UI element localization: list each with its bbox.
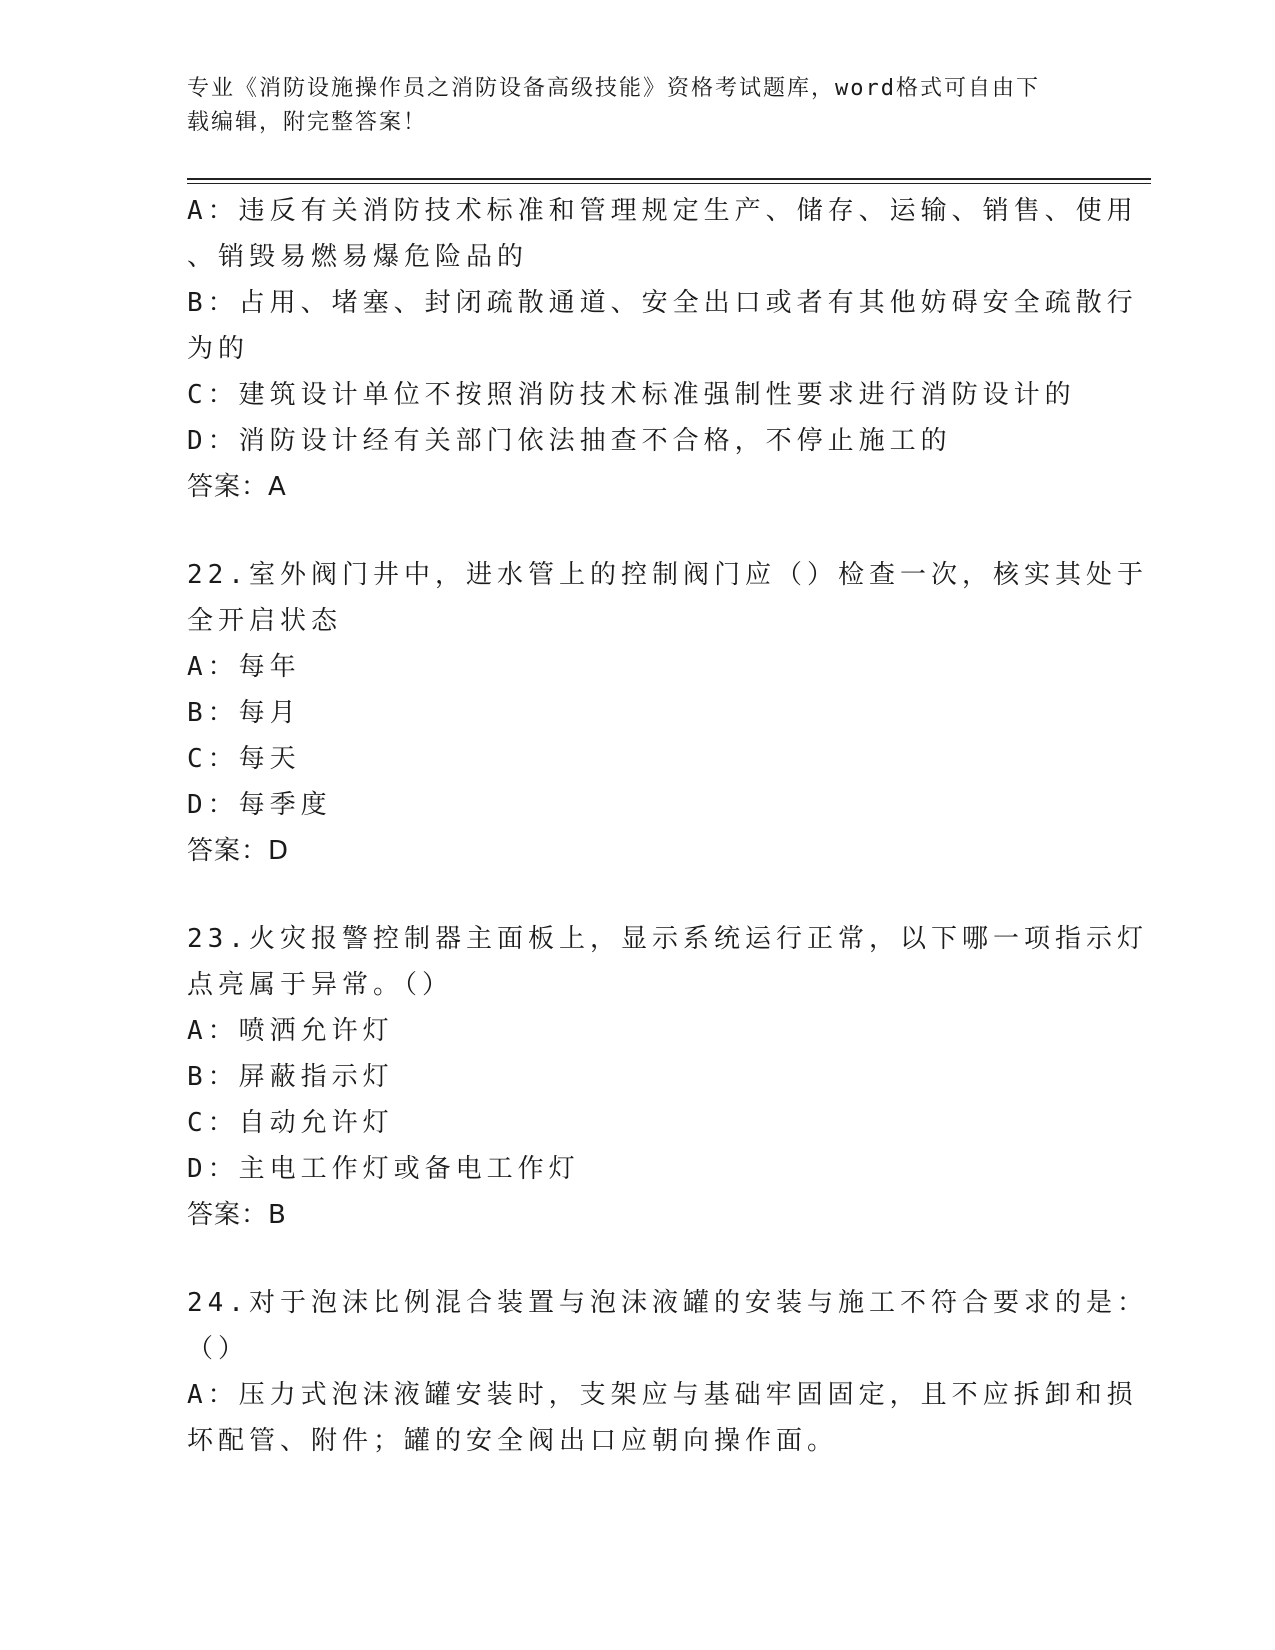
- question-block: [187, 188, 1138, 510]
- header-divider-thick: [187, 178, 1151, 180]
- option-line: C：建筑设计单位不按照消防技术标准强制性要求进行消防设计的: [187, 380, 1076, 410]
- question-spacer: [187, 874, 1087, 916]
- option-line: A：压力式泡沫液罐安装时，支架应与基础牢固固定，且不应拆卸和损: [187, 1380, 1138, 1410]
- answer-line: 答案：D: [187, 836, 290, 866]
- question-stem: （）: [187, 1334, 250, 1364]
- question-block: [187, 916, 1148, 1238]
- question-stem: 全开启状态: [187, 606, 343, 636]
- header-divider-thin: [187, 183, 1151, 184]
- option-line: A：违反有关消防技术标准和管理规定生产、储存、运输、销售、使用: [187, 196, 1138, 226]
- option-line: C：自动允许灯: [187, 1108, 394, 1138]
- option-line: 坏配管、附件；罐的安全阀出口应朝向操作面。: [187, 1426, 839, 1456]
- question-stem: 23.火灾报警控制器主面板上，显示系统运行正常，以下哪一项指示灯: [187, 924, 1148, 954]
- option-line: B：屏蔽指示灯: [187, 1062, 394, 1092]
- question-stem: 24.对于泡沫比例混合装置与泡沫液罐的安装与施工不符合要求的是：: [187, 1288, 1148, 1318]
- option-line: 、销毁易燃易爆危险品的: [187, 242, 529, 272]
- option-line: B：每月: [187, 698, 301, 728]
- option-line: D：每季度: [187, 790, 332, 820]
- question-block: [187, 552, 1148, 874]
- answer-line: 答案：B: [187, 1200, 287, 1230]
- question-spacer: [187, 1238, 1087, 1280]
- answer-line: 答案：A: [187, 472, 287, 502]
- option-line: A：每年: [187, 652, 301, 682]
- question-block: [187, 1280, 1148, 1464]
- question-list: [187, 188, 1148, 1464]
- option-line: D：主电工作灯或备电工作灯: [187, 1154, 580, 1184]
- question-stem: 22.室外阀门井中，进水管上的控制阀门应（）检查一次，核实其处于: [187, 560, 1148, 590]
- option-line: A：喷洒允许灯: [187, 1016, 394, 1046]
- option-line: D：消防设计经有关部门依法抽查不合格，不停止施工的: [187, 426, 952, 456]
- question-stem: 点亮属于异常。（）: [187, 970, 454, 1000]
- header-line-2: 载编辑，附完整答案！: [187, 110, 428, 135]
- header-line-1: 专业《消防设施操作员之消防设备高级技能》资格考试题库，word格式可自由下: [187, 76, 1040, 101]
- option-line: C：每天: [187, 744, 301, 774]
- option-line: B：占用、堵塞、封闭疏散通道、安全出口或者有其他妨碍安全疏散行: [187, 288, 1138, 318]
- question-spacer: [187, 510, 1087, 552]
- document-header: [187, 72, 1067, 140]
- option-line: 为的: [187, 334, 250, 364]
